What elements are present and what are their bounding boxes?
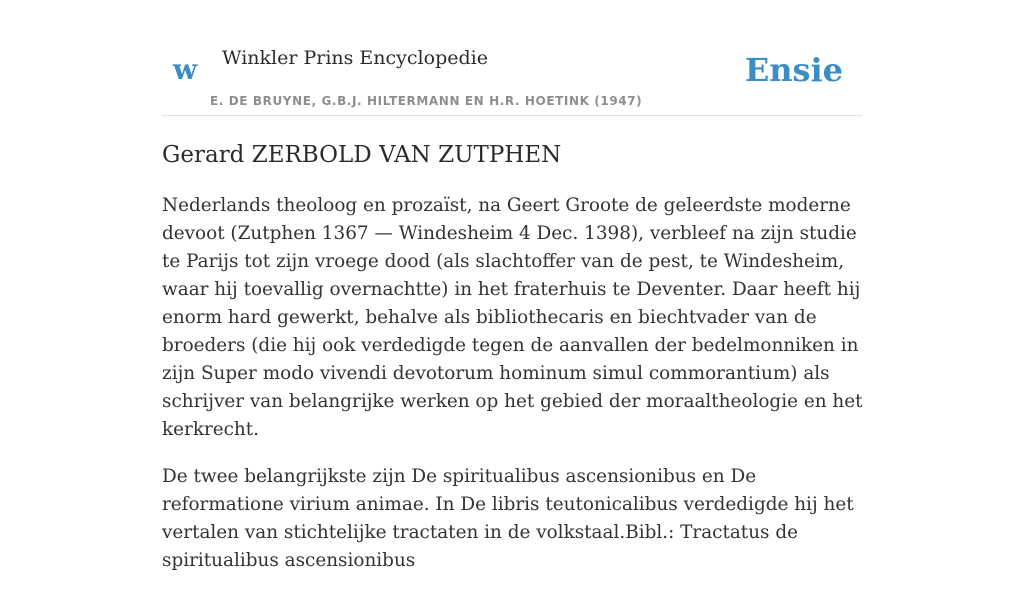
ensie-logo[interactable]: Ensie [744,51,843,89]
article-title: Gerard ZERBOLD VAN ZUTPHEN [162,142,562,168]
winkler-prins-logo[interactable]: w [173,53,198,86]
article-paragraph: De twee belangrijkste zijn De spiritualibus ascensionibus en De reformatione virium animae. In De libris teutonicalibus verdedigde hij het vertalen van stichtelijke tractaten in de volkstaal.Bibl.: Tractatus de spiritualibus ascensionibus [162,466,854,571]
article-paragraph: Nederlands theoloog en prozaïst, na Geert Groote de geleerdste moderne devoot (Zutphen 1367 — Windesheim 4 Dec. 1398), verbleef na zijn studie te Parijs tot zijn vroege dood (als slachtoffer van de pest, te Windesheim, waar hij toevallig overnachtte) in het fraterhuis te Deventer. Daar heeft hij enorm hard gewerkt, behalve als bibliothecaris en biechtvader van de broeders (die hij ook verdedigde tegen de aanvallen der bedelmonniken in zijn Super modo vivendi devotorum hominum simul commorantium) als schrijver van belangrijke werken op het gebied der moraaltheologie en het kerkrecht. [162,195,863,440]
source-authors: E. DE BRUYNE, G.B.J. HILTERMANN EN H.R. HOETINK (1947) [210,94,643,108]
article-body [162,192,866,594]
source-title[interactable]: Winkler Prins Encyclopedie [222,47,488,69]
source-header [162,40,862,116]
